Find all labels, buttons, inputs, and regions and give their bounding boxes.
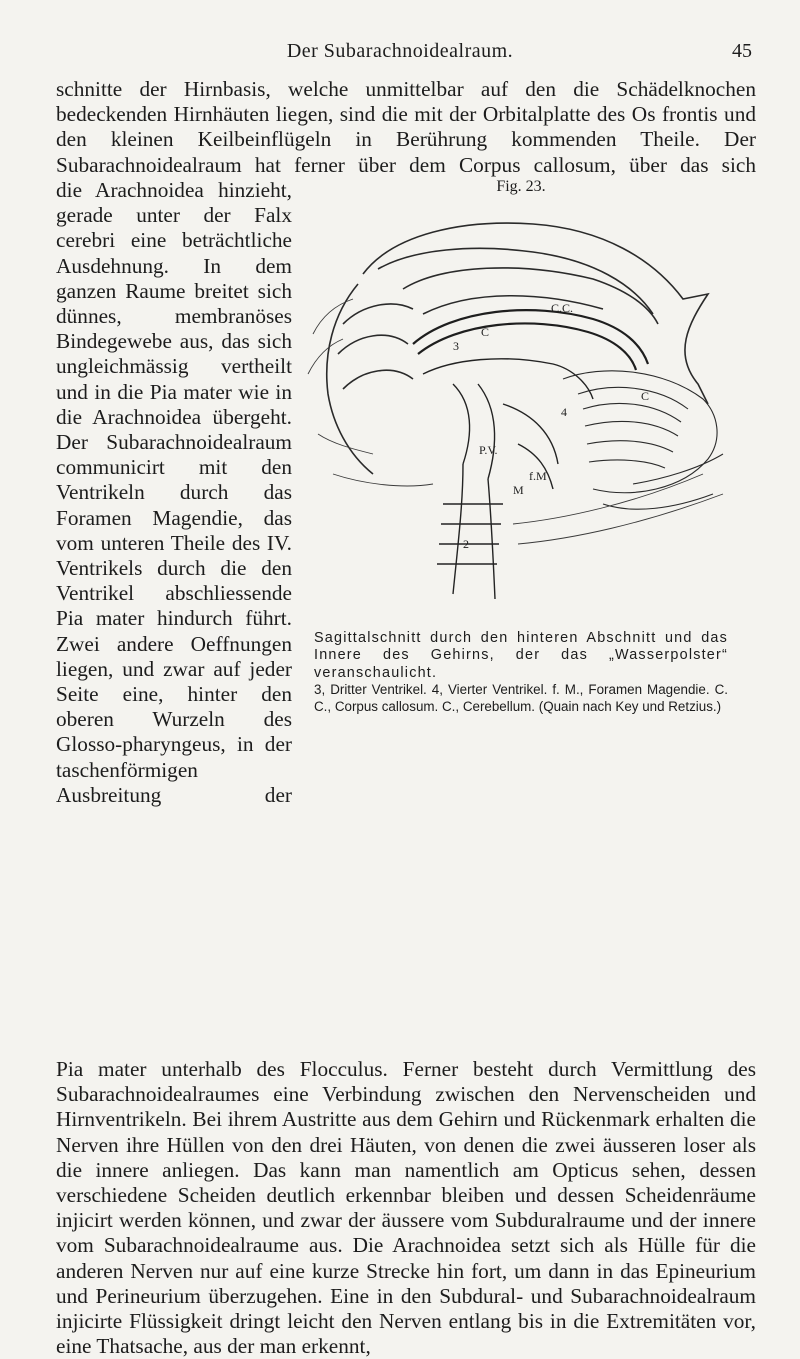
body-text-top: schnitte der Hirnbasis, welche unmittelbar auf den die Schädelknochen bedeckenden Hirnhäuten liegen, sind die mit der Orbitalplatte des Os frontis und den kleinen Keilbeinflügeln in Berührung kommenden Theile. Der Subarachnoidealraum hat ferner über dem Corpus callosum, über das sich xyxy=(56,77,756,177)
running-title: Der Subarachnoidealraum. xyxy=(286,40,514,62)
label-m: M xyxy=(513,483,524,497)
label-c-cerebellum: C xyxy=(641,389,650,403)
label-foramen-magendie: f.M xyxy=(529,469,547,483)
label-two: 2 xyxy=(463,537,469,551)
ventricles-brainstem-drawing xyxy=(423,359,593,599)
body-text-left-column: die Arachnoidea hinzieht, gerade unter der Falx cerebri eine beträchtliche Ausdehnung. In dem ganzen Raume breitet sich dünnes, membranöses Bindegewebe aus, das sich ungleichmässig vertheilt und in die Pia mater wie in die Arachnoidea übergeht. Der Subarachnoidealraum communicirt mit den Ventrikeln durch das Foramen Magendie, das vom unteren Theile des IV. Ventrikels durch die den Ventrikel abschliessende Pia mater hindurch führt. Zwei andere Oeffnungen liegen, und zwar auf jeder Seite eine, hinter den oberen Wurzeln des Glosso-pharyngeus, in der taschenförmigen Ausbreitung der xyxy=(56,178,292,807)
label-fourth-ventricle: 4 xyxy=(561,405,567,419)
caption-detail: 3, Dritter Ventrikel. 4, Vierter Ventrikel. f. M., Foramen Magendie. C. C., Corpus callosum. C., Cerebellum. (Quain nach Key und Retzius.) xyxy=(314,682,728,714)
brain-sagittal-section-illustration xyxy=(303,204,739,624)
label-pv: P.V. xyxy=(479,443,498,457)
page-number: 45 xyxy=(732,40,752,62)
figure-caption xyxy=(314,630,728,715)
label-cc: C.C. xyxy=(551,301,574,315)
caption-main: Sagittalschnitt durch den hinteren Abschnitt und das Innere des Gehirns, der das „Wasserpolster“ veranschaulicht. xyxy=(314,630,728,681)
body-text-bottom: Pia mater unterhalb des Flocculus. Ferner besteht durch Vermittlung des Subarachnoidealraumes eine Verbindung zwischen den Nervenscheiden und Hirnventrikeln. Bei ihrem Austritte aus dem Gehirn und Rückenmark erhalten die Nerven ihre Hüllen von den drei Häuten, von denen die zwei äusseren loser als die innere anliegen. Das kann man namentlich am Opticus sehen, dessen verschiedene Scheiden deutlich erkennbar bleiben und dessen Scheidenräume injicirt werden können, und zwar der äussere vom Subduralraume und der innere vom Subarachnoidealraume aus. Die Arachnoidea setzt sich als Hülle für die anderen Nerven nur auf eine kurze Strecke hin fort, um dann in das Epineurium und Perineurium überzugehen. Eine in den Subdural- und Subarachnoidealraum injicirte Flüssigkeit dringt leicht den Nerven entlang bis in die Extremitäten vor, eine Thatsache, aus der man erkennt, xyxy=(56,1057,756,1359)
figure-23 xyxy=(298,172,744,714)
label-c-upper: C xyxy=(481,325,490,339)
figure-label: Fig. 23. xyxy=(496,178,546,195)
running-header xyxy=(60,40,752,70)
label-third-ventricle: 3 xyxy=(453,339,459,353)
cerebrum-outline-drawing xyxy=(327,223,708,474)
